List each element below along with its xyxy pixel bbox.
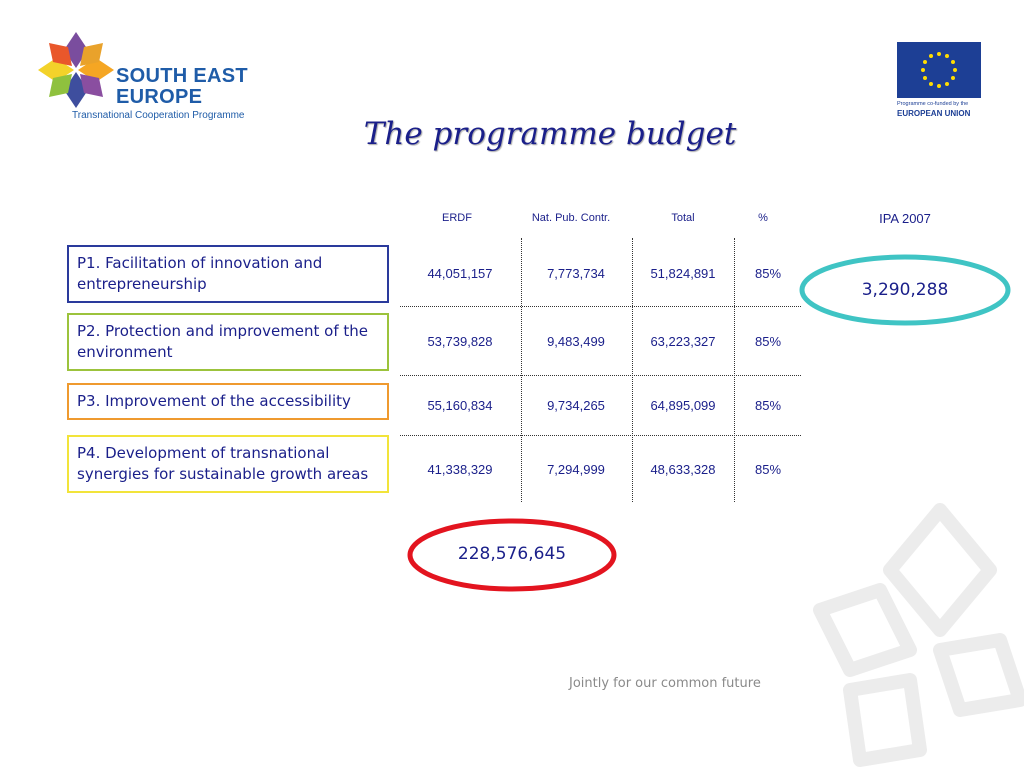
footer-tagline: Jointly for our common future <box>569 676 761 691</box>
cell-npc: 9,483,499 <box>547 334 605 349</box>
cell-percent: 85% <box>754 398 782 413</box>
cell-erdf: 41,338,329 <box>427 462 493 477</box>
grid-line <box>400 375 801 376</box>
programme-logo <box>36 30 276 125</box>
cell-npc: 9,734,265 <box>547 398 605 413</box>
cell-npc: 7,294,999 <box>547 462 605 477</box>
eu-cofund-text: Programme co-funded by the <box>897 101 969 107</box>
ipa-value: 3,290,288 <box>861 280 949 300</box>
cell-percent: 85% <box>754 334 782 349</box>
priority-box-p3: P3. Improvement of the accessibility <box>67 383 389 420</box>
logo-line-1: SOUTH EAST <box>116 65 248 87</box>
logo-line-2: EUROPE <box>116 86 203 108</box>
cell-erdf: 55,160,834 <box>427 398 493 413</box>
flower-logo-icon <box>36 30 116 110</box>
grid-line <box>734 238 735 502</box>
cell-total: 51,824,891 <box>650 266 716 281</box>
priority-box-p1: P1. Facilitation of innovation and entrepreneurship <box>67 245 389 303</box>
eu-flag-icon <box>897 42 981 98</box>
header-total: Total <box>671 212 695 224</box>
grand-total-value: 228,576,645 <box>457 544 567 564</box>
header-erdf: ERDF <box>442 212 472 224</box>
logo-subtitle: Transnational Cooperation Programme <box>72 110 245 121</box>
eu-cofunding-badge <box>895 42 987 122</box>
cell-erdf: 44,051,157 <box>427 266 493 281</box>
cell-total: 63,223,327 <box>650 334 716 349</box>
cell-percent: 85% <box>754 266 782 281</box>
header-nat-pub-contr: Nat. Pub. Contr. <box>531 212 611 224</box>
header-ipa-2007: IPA 2007 <box>879 211 931 226</box>
cell-erdf: 53,739,828 <box>427 334 493 349</box>
priority-box-p4: P4. Development of transnational synergies for sustainable growth areas <box>67 435 389 493</box>
priority-box-p2: P2. Protection and improvement of the environment <box>67 313 389 371</box>
grid-line <box>400 306 801 307</box>
grid-line <box>400 435 801 436</box>
header-percent: % <box>758 212 768 224</box>
cell-percent: 85% <box>754 462 782 477</box>
eu-name: EUROPEAN UNION <box>897 109 971 118</box>
background-flower-icon <box>760 500 1024 780</box>
cell-total: 48,633,328 <box>650 462 716 477</box>
slide-title: The programme budget <box>363 116 737 152</box>
cell-npc: 7,773,734 <box>547 266 605 281</box>
grid-line <box>521 238 522 502</box>
cell-total: 64,895,099 <box>650 398 716 413</box>
